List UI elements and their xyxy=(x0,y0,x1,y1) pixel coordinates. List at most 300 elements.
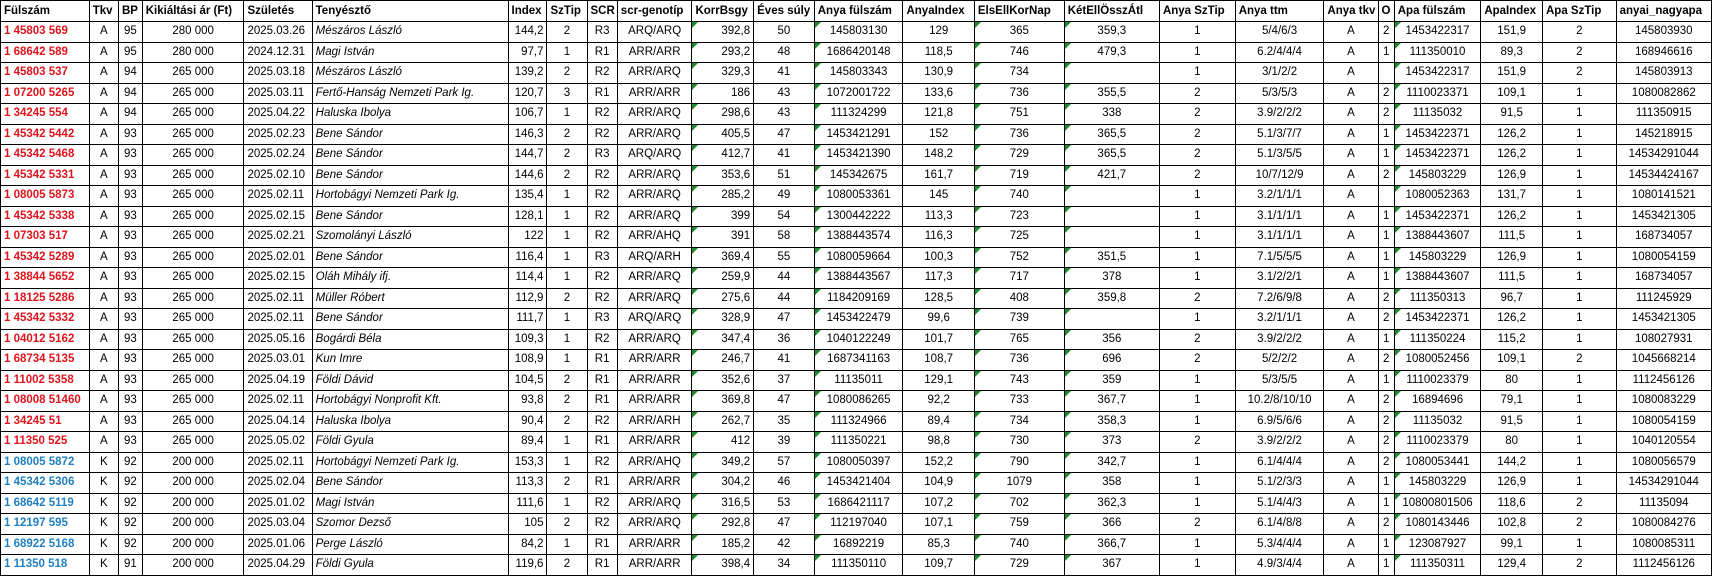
table-cell[interactable]: 2025.02.21 xyxy=(244,227,312,248)
table-cell[interactable]: 3.1/1/1/1 xyxy=(1235,206,1324,227)
table-cell[interactable]: Hortobágyi Nemzeti Park Ig. xyxy=(312,452,508,473)
table-cell[interactable]: 1 68734 5135 xyxy=(1,350,90,371)
table-cell[interactable]: 107,1 xyxy=(903,514,974,535)
table-cell[interactable]: 265 000 xyxy=(142,83,244,104)
table-cell[interactable]: A xyxy=(1324,555,1378,576)
table-cell[interactable]: 359,3 xyxy=(1064,22,1159,43)
table-cell[interactable]: Mészáros László xyxy=(312,22,508,43)
table-cell[interactable]: R3 xyxy=(587,22,617,43)
table-cell[interactable]: ARR/ARR xyxy=(617,370,692,391)
table-cell[interactable]: 2025.01.06 xyxy=(244,534,312,555)
table-cell[interactable]: 1453422479 xyxy=(814,309,903,330)
table-cell[interactable]: 1453422371 xyxy=(1394,206,1481,227)
table-cell[interactable]: 1 xyxy=(1159,186,1235,207)
table-cell[interactable]: 145218915 xyxy=(1616,124,1711,145)
table-cell[interactable]: 111,5 xyxy=(1481,227,1543,248)
table-cell[interactable]: 1 07303 517 xyxy=(1,227,90,248)
table-cell[interactable]: 1 xyxy=(1159,370,1235,391)
table-cell[interactable]: 1 45342 5338 xyxy=(1,206,90,227)
table-cell[interactable]: 89,4 xyxy=(903,411,974,432)
table-cell[interactable]: 5.1/3/7/7 xyxy=(1235,124,1324,145)
table-cell[interactable]: 168734057 xyxy=(1616,268,1711,289)
table-cell[interactable]: 743 xyxy=(974,370,1064,391)
table-cell[interactable]: R1 xyxy=(587,391,617,412)
table-cell[interactable]: 2 xyxy=(547,370,587,391)
table-cell[interactable]: 116,4 xyxy=(508,247,547,268)
table-cell[interactable]: R1 xyxy=(587,555,617,576)
table-cell[interactable]: 265 000 xyxy=(142,309,244,330)
table-cell[interactable]: ARR/ARR xyxy=(617,83,692,104)
table-cell[interactable]: 93 xyxy=(118,309,142,330)
table-cell[interactable]: 95 xyxy=(118,22,142,43)
table-cell[interactable]: 91,5 xyxy=(1481,411,1543,432)
table-cell[interactable]: 99,1 xyxy=(1481,534,1543,555)
table-cell[interactable]: R2 xyxy=(587,514,617,535)
table-cell[interactable]: 14534291044 xyxy=(1616,473,1711,494)
table-cell[interactable]: A xyxy=(89,165,118,186)
table-cell[interactable]: R2 xyxy=(587,411,617,432)
table-cell[interactable]: 5.1/4/4/3 xyxy=(1235,493,1324,514)
table-cell[interactable]: 1 xyxy=(1159,22,1235,43)
table-cell[interactable]: 6.1/4/8/8 xyxy=(1235,514,1324,535)
table-cell[interactable]: K xyxy=(89,514,118,535)
table-cell[interactable]: 1 68922 5168 xyxy=(1,534,90,555)
table-cell[interactable]: 1 xyxy=(1159,452,1235,473)
table-cell[interactable]: 752 xyxy=(974,247,1064,268)
table-cell[interactable]: 736 xyxy=(974,124,1064,145)
table-cell[interactable]: 139,2 xyxy=(508,63,547,84)
table-row[interactable] xyxy=(1,247,1712,268)
table-cell[interactable]: ARR/ARQ xyxy=(617,206,692,227)
table-cell[interactable]: 42 xyxy=(754,534,815,555)
table-cell[interactable]: A xyxy=(1324,493,1378,514)
table-cell[interactable]: 2025.03.18 xyxy=(244,63,312,84)
table-cell[interactable]: 1 xyxy=(1542,473,1616,494)
table-cell[interactable]: 6.2/4/4/4 xyxy=(1235,42,1324,63)
table-cell[interactable]: 1110023379 xyxy=(1394,432,1481,453)
table-cell[interactable]: 1 xyxy=(1542,186,1616,207)
table-cell[interactable]: 369,8 xyxy=(692,391,754,412)
table-cell[interactable]: R1 xyxy=(587,432,617,453)
table-cell[interactable]: 93 xyxy=(118,206,142,227)
table-cell[interactable]: 47 xyxy=(754,309,815,330)
table-cell[interactable]: 1453421305 xyxy=(1616,309,1711,330)
table-cell[interactable]: 113,3 xyxy=(508,473,547,494)
table-cell[interactable]: Bene Sándor xyxy=(312,124,508,145)
table-row[interactable] xyxy=(1,493,1712,514)
table-cell[interactable]: 1 45342 5442 xyxy=(1,124,90,145)
table-cell[interactable]: 144,2 xyxy=(1481,452,1543,473)
table-cell[interactable]: A xyxy=(1324,186,1378,207)
table-cell[interactable]: 2 xyxy=(547,22,587,43)
table-cell[interactable]: Bene Sándor xyxy=(312,247,508,268)
table-cell[interactable]: 111350313 xyxy=(1394,288,1481,309)
table-cell[interactable]: 105 xyxy=(508,514,547,535)
table-cell[interactable]: 10800801506 xyxy=(1394,493,1481,514)
table-cell[interactable]: 265 000 xyxy=(142,186,244,207)
table-cell[interactable]: 89,3 xyxy=(1481,42,1543,63)
table-cell[interactable]: Bene Sándor xyxy=(312,309,508,330)
table-cell[interactable]: 358,3 xyxy=(1064,411,1159,432)
table-cell[interactable]: 367,7 xyxy=(1064,391,1159,412)
table-cell[interactable]: 11135011 xyxy=(814,370,903,391)
table-cell[interactable]: A xyxy=(89,350,118,371)
table-cell[interactable]: 3 xyxy=(547,83,587,104)
table-cell[interactable]: 44 xyxy=(754,288,815,309)
table-cell[interactable]: 128,5 xyxy=(903,288,974,309)
table-cell[interactable]: 412 xyxy=(692,432,754,453)
table-cell[interactable]: 2025.03.04 xyxy=(244,514,312,535)
table-cell[interactable]: 1 xyxy=(1378,268,1394,289)
table-cell[interactable]: 10/7/12/9 xyxy=(1235,165,1324,186)
table-cell[interactable]: 298,6 xyxy=(692,104,754,125)
table-cell[interactable]: 2025.02.11 xyxy=(244,391,312,412)
table-cell[interactable]: Bene Sándor xyxy=(312,473,508,494)
table-cell[interactable]: 93 xyxy=(118,268,142,289)
column-header[interactable]: O xyxy=(1378,1,1394,22)
table-cell[interactable]: 7.1/5/5/5 xyxy=(1235,247,1324,268)
table-cell[interactable]: 1 xyxy=(547,452,587,473)
table-cell[interactable]: 1 08008 51460 xyxy=(1,391,90,412)
table-cell[interactable]: ARR/ARQ xyxy=(617,493,692,514)
table-cell[interactable]: A xyxy=(1324,227,1378,248)
table-cell[interactable]: 725 xyxy=(974,227,1064,248)
table-cell[interactable]: 696 xyxy=(1064,350,1159,371)
table-row[interactable] xyxy=(1,411,1712,432)
table-cell[interactable]: A xyxy=(89,268,118,289)
table-cell[interactable]: A xyxy=(1324,452,1378,473)
table-cell[interactable]: 112,9 xyxy=(508,288,547,309)
table-cell[interactable]: 2025.04.14 xyxy=(244,411,312,432)
table-cell[interactable]: 723 xyxy=(974,206,1064,227)
table-cell[interactable]: A xyxy=(89,145,118,166)
table-cell[interactable]: 119,6 xyxy=(508,555,547,576)
table-cell[interactable]: Bogárdi Béla xyxy=(312,329,508,350)
table-cell[interactable]: 759 xyxy=(974,514,1064,535)
table-cell[interactable]: 729 xyxy=(974,145,1064,166)
table-cell[interactable]: 1 34245 51 xyxy=(1,411,90,432)
table-cell[interactable]: 2 xyxy=(1542,555,1616,576)
table-cell[interactable]: 11135032 xyxy=(1394,411,1481,432)
table-cell[interactable]: R2 xyxy=(587,186,617,207)
table-cell[interactable]: 1 07200 5265 xyxy=(1,83,90,104)
table-cell[interactable]: ARR/ARH xyxy=(617,411,692,432)
table-cell[interactable]: 39 xyxy=(754,432,815,453)
table-cell[interactable]: 1080083229 xyxy=(1616,391,1711,412)
table-cell[interactable]: 2 xyxy=(1378,104,1394,125)
table-cell[interactable]: 1 xyxy=(1542,309,1616,330)
column-header[interactable]: Index xyxy=(508,1,547,22)
column-header[interactable]: Fülszám xyxy=(1,1,90,22)
column-header[interactable]: ApaIndex xyxy=(1481,1,1543,22)
table-cell[interactable]: A xyxy=(89,309,118,330)
table-cell[interactable]: 2025.02.11 xyxy=(244,186,312,207)
table-cell[interactable]: 412,7 xyxy=(692,145,754,166)
table-cell[interactable]: 265 000 xyxy=(142,124,244,145)
table-cell[interactable]: 1300442222 xyxy=(814,206,903,227)
table-cell[interactable]: 751 xyxy=(974,104,1064,125)
table-cell[interactable]: 746 xyxy=(974,42,1064,63)
table-cell[interactable]: 1 xyxy=(1542,288,1616,309)
table-cell[interactable]: 153,3 xyxy=(508,452,547,473)
table-cell[interactable]: 4.9/3/4/4 xyxy=(1235,555,1324,576)
table-cell[interactable]: 1 xyxy=(1378,227,1394,248)
table-cell[interactable]: 101,7 xyxy=(903,329,974,350)
table-cell[interactable]: A xyxy=(89,227,118,248)
table-cell[interactable]: 1 xyxy=(1542,391,1616,412)
table-cell[interactable]: 111350915 xyxy=(1616,104,1711,125)
table-cell[interactable]: 98,8 xyxy=(903,432,974,453)
table-cell[interactable]: 111,5 xyxy=(1481,268,1543,289)
table-cell[interactable]: 97,7 xyxy=(508,42,547,63)
table-row[interactable] xyxy=(1,473,1712,494)
table-cell[interactable]: 2025.02.24 xyxy=(244,145,312,166)
table-cell[interactable]: 109,3 xyxy=(508,329,547,350)
table-cell[interactable]: 730 xyxy=(974,432,1064,453)
table-cell[interactable]: 736 xyxy=(974,350,1064,371)
table-cell[interactable]: 479,3 xyxy=(1064,42,1159,63)
table-cell[interactable]: R2 xyxy=(587,104,617,125)
table-cell[interactable]: Földi Gyula xyxy=(312,432,508,453)
table-cell[interactable]: 144,2 xyxy=(508,22,547,43)
table-cell[interactable]: 246,7 xyxy=(692,350,754,371)
table-row[interactable] xyxy=(1,165,1712,186)
table-cell[interactable]: 1080056579 xyxy=(1616,452,1711,473)
table-cell[interactable]: 1 xyxy=(1542,329,1616,350)
table-cell[interactable]: 1 xyxy=(547,206,587,227)
table-cell[interactable]: 1080052456 xyxy=(1394,350,1481,371)
table-cell[interactable]: K xyxy=(89,473,118,494)
table-cell[interactable]: Szomolányi László xyxy=(312,227,508,248)
table-cell[interactable]: 93 xyxy=(118,350,142,371)
table-cell[interactable]: 93 xyxy=(118,391,142,412)
table-cell[interactable]: 2025.04.29 xyxy=(244,555,312,576)
table-cell[interactable]: 50 xyxy=(754,22,815,43)
table-cell[interactable]: R2 xyxy=(587,63,617,84)
table-cell[interactable]: 1 45342 5289 xyxy=(1,247,90,268)
table-cell[interactable]: 93 xyxy=(118,186,142,207)
table-cell[interactable]: 2025.02.11 xyxy=(244,309,312,330)
table-cell[interactable]: 126,2 xyxy=(1481,124,1543,145)
table-cell[interactable]: 1 xyxy=(1542,165,1616,186)
table-cell[interactable]: 5/4/6/3 xyxy=(1235,22,1324,43)
table-cell[interactable]: 46 xyxy=(754,473,815,494)
table-cell[interactable]: 1 34245 554 xyxy=(1,104,90,125)
table-cell[interactable]: A xyxy=(1324,432,1378,453)
table-cell[interactable]: Kun Imre xyxy=(312,350,508,371)
table-cell[interactable]: 79,1 xyxy=(1481,391,1543,412)
table-cell[interactable]: 51 xyxy=(754,165,815,186)
table-cell[interactable]: 1 xyxy=(1378,42,1394,63)
table-row[interactable] xyxy=(1,514,1712,535)
table-cell[interactable]: 104,5 xyxy=(508,370,547,391)
table-cell[interactable]: A xyxy=(1324,42,1378,63)
table-cell[interactable]: 265 000 xyxy=(142,432,244,453)
table-cell[interactable]: 1687341163 xyxy=(814,350,903,371)
table-cell[interactable]: 109,1 xyxy=(1481,83,1543,104)
table-cell[interactable]: 1453421305 xyxy=(1616,206,1711,227)
table-cell[interactable]: A xyxy=(1324,63,1378,84)
table-cell[interactable]: A xyxy=(89,124,118,145)
table-cell[interactable]: 1072001722 xyxy=(814,83,903,104)
table-cell[interactable]: 200 000 xyxy=(142,493,244,514)
table-row[interactable] xyxy=(1,534,1712,555)
table-cell[interactable]: 1080082862 xyxy=(1616,83,1711,104)
table-cell[interactable]: 1 45342 5332 xyxy=(1,309,90,330)
column-header[interactable]: Anya fülszám xyxy=(814,1,903,22)
table-cell[interactable]: 369,4 xyxy=(692,247,754,268)
table-cell[interactable]: 107,2 xyxy=(903,493,974,514)
column-header[interactable]: SzTip xyxy=(547,1,587,22)
table-cell[interactable]: A xyxy=(89,432,118,453)
table-cell[interactable]: ARR/ARR xyxy=(617,432,692,453)
table-cell[interactable]: 126,2 xyxy=(1481,206,1543,227)
table-cell[interactable]: 109,1 xyxy=(1481,350,1543,371)
table-cell[interactable]: 1 xyxy=(1378,555,1394,576)
table-cell[interactable]: R2 xyxy=(587,493,617,514)
table-cell[interactable]: 121,8 xyxy=(903,104,974,125)
table-cell[interactable]: 99,6 xyxy=(903,309,974,330)
column-header[interactable]: ElsEllKorNap xyxy=(974,1,1064,22)
table-cell[interactable]: 1 xyxy=(547,329,587,350)
table-cell[interactable]: 145803229 xyxy=(1394,165,1481,186)
table-cell[interactable]: 6.1/4/4/4 xyxy=(1235,452,1324,473)
table-cell[interactable]: 3.2/1/1/1 xyxy=(1235,309,1324,330)
table-cell[interactable]: 2 xyxy=(1159,104,1235,125)
table-cell[interactable]: 93 xyxy=(118,145,142,166)
table-cell[interactable]: R1 xyxy=(587,473,617,494)
table-cell[interactable]: 129 xyxy=(903,22,974,43)
table-cell[interactable]: 2 xyxy=(1159,83,1235,104)
table-cell[interactable]: 1 xyxy=(547,186,587,207)
table-cell[interactable]: 349,2 xyxy=(692,452,754,473)
table-cell[interactable]: 2 xyxy=(1378,309,1394,330)
table-cell[interactable]: 91 xyxy=(118,555,142,576)
table-cell[interactable]: 128,1 xyxy=(508,206,547,227)
table-cell[interactable]: 1 68642 589 xyxy=(1,42,90,63)
table-cell[interactable]: 293,2 xyxy=(692,42,754,63)
table-cell[interactable]: 1 68642 5119 xyxy=(1,493,90,514)
table-cell[interactable]: 148,2 xyxy=(903,145,974,166)
table-cell[interactable]: 1 08005 5873 xyxy=(1,186,90,207)
table-cell[interactable]: 1388443607 xyxy=(1394,227,1481,248)
table-cell[interactable] xyxy=(1378,63,1394,84)
table-cell[interactable]: 265 000 xyxy=(142,247,244,268)
table-cell[interactable]: 1 xyxy=(1542,124,1616,145)
table-cell[interactable]: A xyxy=(1324,329,1378,350)
table-cell[interactable]: A xyxy=(1324,268,1378,289)
table-cell[interactable]: 145 xyxy=(903,186,974,207)
table-cell[interactable]: 93 xyxy=(118,165,142,186)
table-cell[interactable]: A xyxy=(89,206,118,227)
table-cell[interactable]: 5.3/4/4/4 xyxy=(1235,534,1324,555)
table-cell[interactable]: 2025.01.02 xyxy=(244,493,312,514)
table-cell[interactable]: R2 xyxy=(587,206,617,227)
table-cell[interactable]: 2 xyxy=(547,63,587,84)
column-header[interactable]: scr-genotíp xyxy=(617,1,692,22)
table-cell[interactable]: 1 xyxy=(1378,329,1394,350)
table-cell[interactable]: 365 xyxy=(974,22,1064,43)
table-cell[interactable]: Hortobágyi Nemzeti Park Ig. xyxy=(312,186,508,207)
table-cell[interactable]: 1 xyxy=(1542,206,1616,227)
column-header[interactable]: KorrBsgy xyxy=(692,1,754,22)
table-cell[interactable]: 1 11002 5358 xyxy=(1,370,90,391)
table-cell[interactable]: 5/3/5/3 xyxy=(1235,83,1324,104)
table-cell[interactable]: 2025.02.11 xyxy=(244,288,312,309)
table-cell[interactable]: R2 xyxy=(587,329,617,350)
table-cell[interactable]: 265 000 xyxy=(142,350,244,371)
table-cell[interactable]: 118,6 xyxy=(1481,493,1543,514)
table-cell[interactable]: A xyxy=(1324,165,1378,186)
table-cell[interactable]: 1080085311 xyxy=(1616,534,1711,555)
table-cell[interactable]: 1 xyxy=(1542,104,1616,125)
table-cell[interactable]: 133,6 xyxy=(903,83,974,104)
table-cell[interactable]: 1388443574 xyxy=(814,227,903,248)
table-cell[interactable]: R2 xyxy=(587,268,617,289)
table-cell[interactable]: 11135094 xyxy=(1616,493,1711,514)
table-cell[interactable]: ARR/ARR xyxy=(617,473,692,494)
table-row[interactable] xyxy=(1,63,1712,84)
table-cell[interactable]: 1 xyxy=(1378,145,1394,166)
table-cell[interactable]: 2 xyxy=(1542,22,1616,43)
table-cell[interactable]: 378 xyxy=(1064,268,1159,289)
table-cell[interactable]: 10.2/8/10/10 xyxy=(1235,391,1324,412)
table-cell[interactable]: Fertő-Hanság Nemzeti Park Ig. xyxy=(312,83,508,104)
table-cell[interactable]: 2 xyxy=(1159,165,1235,186)
table-cell[interactable]: 2 xyxy=(1159,288,1235,309)
table-cell[interactable]: 94 xyxy=(118,83,142,104)
table-cell[interactable]: 111,6 xyxy=(508,493,547,514)
table-cell[interactable]: 1 xyxy=(1542,268,1616,289)
table-cell[interactable]: A xyxy=(1324,350,1378,371)
table-row[interactable] xyxy=(1,145,1712,166)
table-cell[interactable]: 2 xyxy=(1542,350,1616,371)
table-cell[interactable]: 93 xyxy=(118,329,142,350)
table-cell[interactable]: 1040120554 xyxy=(1616,432,1711,453)
table-cell[interactable]: ARQ/ARQ xyxy=(617,145,692,166)
table-cell[interactable]: 55 xyxy=(754,247,815,268)
table-cell[interactable]: 129,4 xyxy=(1481,555,1543,576)
table-cell[interactable]: 200 000 xyxy=(142,555,244,576)
table-cell[interactable]: A xyxy=(89,391,118,412)
column-header[interactable]: anyai_nagyapa xyxy=(1616,1,1711,22)
table-cell[interactable]: 2025.02.15 xyxy=(244,268,312,289)
table-cell[interactable]: 1 xyxy=(1159,493,1235,514)
table-cell[interactable]: 1 xyxy=(1542,83,1616,104)
table-row[interactable] xyxy=(1,370,1712,391)
table-row[interactable] xyxy=(1,391,1712,412)
table-cell[interactable]: A xyxy=(1324,473,1378,494)
table-cell[interactable]: 366,7 xyxy=(1064,534,1159,555)
table-cell[interactable]: 280 000 xyxy=(142,42,244,63)
table-cell[interactable]: 1 xyxy=(1542,411,1616,432)
table-cell[interactable]: ARR/ARQ xyxy=(617,514,692,535)
table-cell[interactable]: 108,7 xyxy=(903,350,974,371)
table-cell[interactable]: 1080054159 xyxy=(1616,411,1711,432)
table-cell[interactable]: 1110023371 xyxy=(1394,83,1481,104)
table-cell[interactable]: Haluska Ibolya xyxy=(312,104,508,125)
table-cell[interactable]: 109,7 xyxy=(903,555,974,576)
table-row[interactable] xyxy=(1,309,1712,330)
table-cell[interactable]: 58 xyxy=(754,227,815,248)
table-cell[interactable]: 2025.05.16 xyxy=(244,329,312,350)
table-cell[interactable]: 200 000 xyxy=(142,514,244,535)
table-cell[interactable]: 2 xyxy=(1378,514,1394,535)
table-cell[interactable]: 1453422371 xyxy=(1394,145,1481,166)
table-cell[interactable]: 365,5 xyxy=(1064,145,1159,166)
table-cell[interactable]: A xyxy=(1324,370,1378,391)
table-cell[interactable] xyxy=(1064,309,1159,330)
